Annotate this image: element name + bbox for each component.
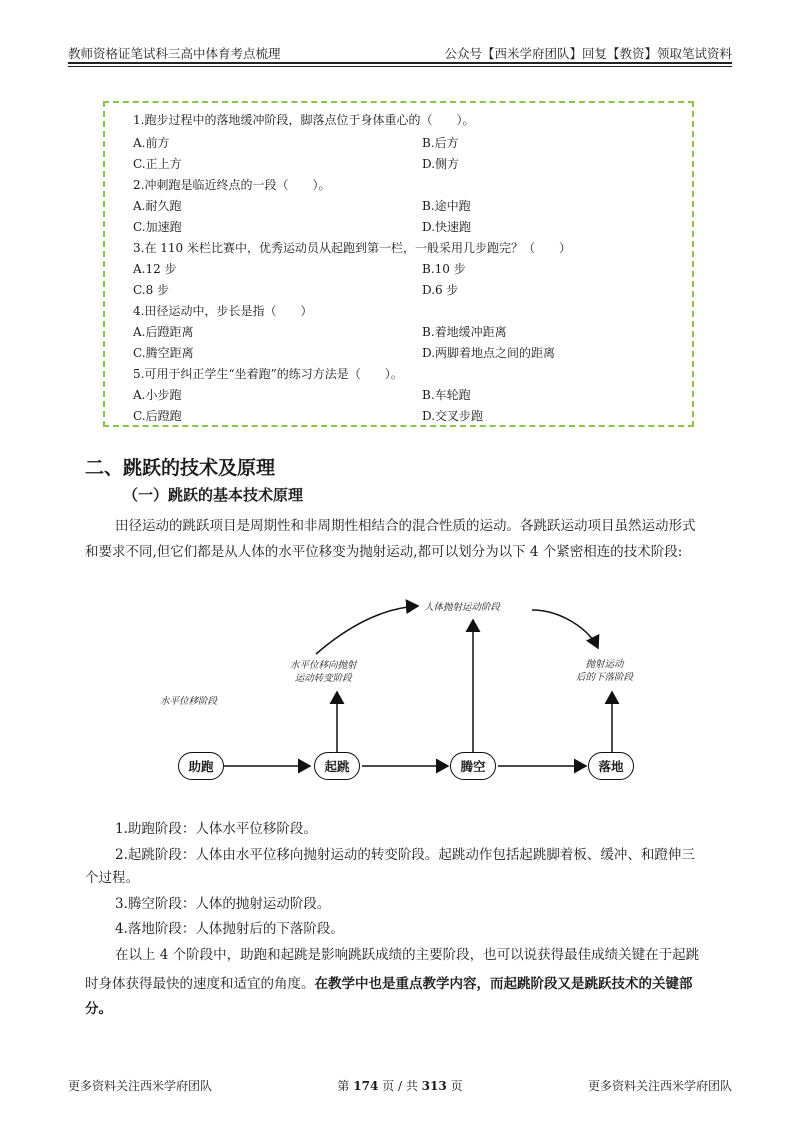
footer-right-text: 更多资料关注西米学府团队 bbox=[587, 1079, 732, 1093]
arrow-curve-to-projectile bbox=[316, 606, 418, 654]
subsection-title: （一）跳跃的基本技术原理 bbox=[123, 486, 304, 504]
footer-left-text: 更多资料关注西米学府团队 bbox=[68, 1079, 213, 1093]
question-2-option-a: A.耐久跑 bbox=[133, 199, 182, 213]
section-title: 二、跳跃的技术及原理 bbox=[85, 457, 276, 479]
page-mid: 页 / 共 bbox=[382, 1079, 418, 1093]
stage-box-landing: 落地 bbox=[588, 752, 634, 780]
stage-box-run: 助跑 bbox=[178, 752, 224, 780]
note-transition-phase bbox=[290, 659, 357, 685]
note-transition-line-1: 水平位移向抛射 bbox=[290, 660, 357, 671]
note-landing-line-2: 后的下落阶段 bbox=[576, 672, 634, 683]
header-left-text: 教师资格证笔试科三高中体育考点梳理 bbox=[68, 46, 281, 61]
conclusion-line-2 bbox=[85, 972, 693, 992]
header-rule-thin bbox=[68, 66, 732, 67]
page-total: 313 bbox=[421, 1079, 447, 1093]
note-projectile-phase: 人体抛射运动阶段 bbox=[424, 602, 501, 613]
question-5-option-a: A.小步跑 bbox=[133, 388, 182, 402]
page-suffix: 页 bbox=[450, 1079, 463, 1093]
header-rule-thick bbox=[68, 62, 732, 64]
question-3-option-b: B.10 步 bbox=[422, 262, 466, 276]
note-landing-line-1: 抛射运动 bbox=[585, 659, 624, 670]
stage-text-4: 4.落地阶段：人体抛射后的下落阶段。 bbox=[115, 921, 344, 937]
question-5-option-b: B.车轮跑 bbox=[422, 388, 471, 402]
question-3: 3.在 110 米栏比赛中，优秀运动员从起跑到第一栏，一般采用几步跑完？（ ） bbox=[133, 241, 571, 255]
question-4-option-d: D.两脚着地点之间的距离 bbox=[422, 346, 556, 360]
conclusion-normal-text: 时身体获得最快的速度和适宜的角度。 bbox=[85, 976, 315, 992]
stage-box-takeoff: 起跳 bbox=[314, 752, 360, 780]
question-4-option-c: C.腾空距离 bbox=[133, 346, 194, 360]
stage-text-2: 2.起跳阶段：人体由水平位移向抛射运动的转变阶段。起跳动作包括起跳脚着板、缓冲、和蹬伸三 bbox=[115, 847, 695, 863]
conclusion-bold-text: 在教学中也是重点教学内容，而起跳阶段又是跳跃技术的关键部 bbox=[314, 976, 693, 992]
page-current: 174 bbox=[353, 1079, 379, 1093]
stage-text-2-cont: 个过程。 bbox=[85, 870, 139, 886]
conclusion-line-1: 在以上 4 个阶段中，助跑和起跳是影响跳跃成绩的主要阶段，也可以说获得最佳成绩关键在于起跳 bbox=[115, 947, 700, 963]
question-2-option-c: C.加速跑 bbox=[133, 220, 182, 234]
stage-box-flight: 腾空 bbox=[450, 752, 496, 780]
intro-line-1: 田径运动的跳跃项目是周期性和非周期性相结合的混合性质的运动。各跳跃运动项目虽然运动形式 bbox=[115, 518, 696, 534]
question-1-option-d: D.侧方 bbox=[422, 157, 460, 171]
question-1-option-a: A.前方 bbox=[133, 136, 170, 150]
intro-line-2: 和要求不同,但它们都是从人体的水平位移变为抛射运动,都可以划分为以下 4 个紧密相连的技术阶段: bbox=[85, 544, 683, 560]
note-transition-line-2: 运动转变阶段 bbox=[294, 673, 352, 684]
question-4-option-a: A.后蹬距离 bbox=[133, 325, 194, 339]
question-5-option-d: D.交叉步跑 bbox=[422, 409, 484, 423]
conclusion-line-3: 分。 bbox=[85, 1001, 112, 1017]
question-3-option-c: C.8 步 bbox=[133, 283, 170, 297]
question-5: 5.可用于纠正学生“坐着跑”的练习方法是（ ）。 bbox=[133, 367, 403, 381]
question-2-option-b: B.途中跑 bbox=[422, 199, 471, 213]
question-4-option-b: B.着地缓冲距离 bbox=[422, 325, 507, 339]
note-landing-phase bbox=[576, 658, 633, 684]
note-horizontal-phase: 水平位移阶段 bbox=[160, 696, 218, 707]
page-header bbox=[68, 36, 732, 62]
question-4: 4.田径运动中，步长是指（ ） bbox=[133, 304, 313, 318]
question-2: 2.冲刺跑是临近终点的一段（ ）。 bbox=[133, 178, 331, 192]
page-prefix: 第 bbox=[337, 1079, 350, 1093]
page-footer bbox=[68, 1077, 732, 1094]
question-2-option-d: D.快速跑 bbox=[422, 220, 472, 234]
stage-text-1: 1.助跑阶段：人体水平位移阶段。 bbox=[115, 821, 317, 837]
question-1-option-b: B.后方 bbox=[422, 136, 459, 150]
question-1-option-c: C.正上方 bbox=[133, 157, 182, 171]
question-5-option-c: C.后蹬跑 bbox=[133, 409, 182, 423]
jump-phases-diagram bbox=[140, 596, 700, 796]
arrow-curve-to-landing-note bbox=[532, 610, 598, 648]
stage-text-3: 3.腾空阶段：人体的抛射运动阶段。 bbox=[115, 896, 331, 912]
page-number bbox=[337, 1077, 462, 1094]
question-3-option-d: D.6 步 bbox=[422, 283, 459, 297]
question-1: 1.跑步过程中的落地缓冲阶段，脚落点位于身体重心的（ ）。 bbox=[133, 113, 475, 127]
header-right-text: 公众号【西米学府团队】回复【教资】领取笔试资料 bbox=[444, 46, 732, 61]
question-3-option-a: A.12 步 bbox=[133, 262, 177, 276]
